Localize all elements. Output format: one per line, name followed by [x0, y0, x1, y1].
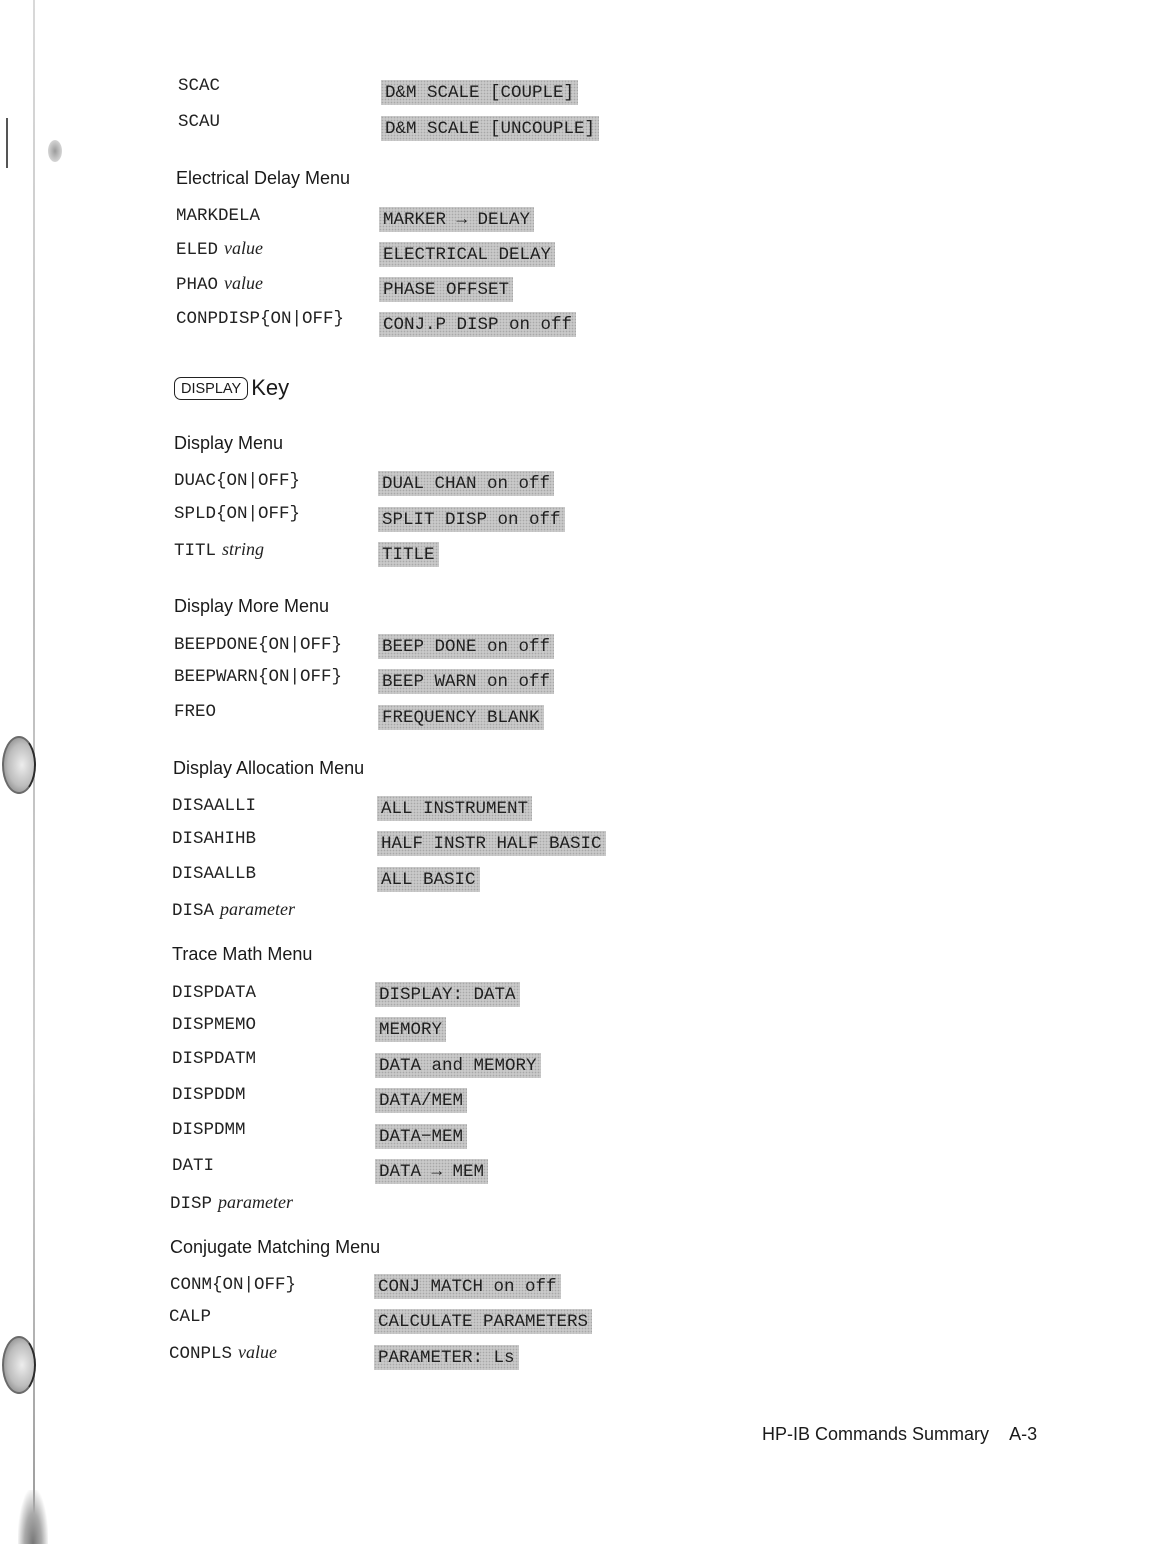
- punch-hole: [2, 1336, 36, 1394]
- punch-hole: [2, 736, 36, 794]
- command-mnemonic: BEEPDONE{ON|OFF}: [174, 635, 343, 655]
- command-mnemonic: DISA parameter: [172, 899, 296, 921]
- softkey-label: PHASE OFFSET: [379, 277, 513, 302]
- softkey-label: SPLIT DISP on off: [378, 507, 565, 532]
- softkey-label: MARKER → DELAY: [379, 207, 534, 232]
- command-mnemonic: MARKDELA: [176, 206, 261, 226]
- command-mnemonic: SCAC: [178, 76, 221, 96]
- command-mnemonic: SCAU: [178, 112, 221, 132]
- softkey-label: DATA/MEM: [375, 1088, 467, 1113]
- softkey-label: MEMORY: [375, 1017, 446, 1042]
- softkey-label: CONJ.P DISP on off: [379, 312, 576, 337]
- binding-mark: [6, 118, 8, 168]
- softkey-label: DISPLAY: DATA: [375, 982, 520, 1007]
- softkey-label: PARAMETER: Ls: [374, 1345, 519, 1370]
- command-argument: parameter: [220, 899, 296, 919]
- command-mnemonic: DUAC{ON|OFF}: [174, 471, 301, 491]
- command-mnemonic: PHAO value: [176, 273, 263, 295]
- scan-smudge: [48, 140, 62, 162]
- section-heading: Conjugate Matching Menu: [170, 1237, 381, 1257]
- command-mnemonic: DISAHIHB: [172, 829, 257, 849]
- command-mnemonic: DISP parameter: [170, 1192, 294, 1214]
- softkey-label: DATA → MEM: [375, 1159, 488, 1184]
- key-word: Key: [251, 375, 290, 400]
- display-hardkey: DISPLAY: [174, 377, 248, 400]
- softkey-label: HALF INSTR HALF BASIC: [377, 831, 606, 856]
- section-heading: Display More Menu: [174, 596, 330, 616]
- softkey-label: ALL INSTRUMENT: [377, 796, 532, 821]
- softkey-label: FREQUENCY BLANK: [378, 705, 544, 730]
- command-mnemonic: DISPDMM: [172, 1120, 246, 1140]
- section-heading: Electrical Delay Menu: [176, 168, 351, 188]
- command-mnemonic: TITL string: [174, 539, 265, 561]
- section-heading: Display Allocation Menu: [173, 758, 365, 778]
- softkey-label: DATA and MEMORY: [375, 1053, 541, 1078]
- command-argument: value: [238, 1342, 277, 1362]
- command-mnemonic: DISPDATA: [172, 983, 257, 1003]
- softkey-label: CONJ MATCH on off: [374, 1274, 561, 1299]
- command-mnemonic: DISPDDM: [172, 1085, 246, 1105]
- command-mnemonic: DISPDATM: [172, 1049, 257, 1069]
- softkey-label: BEEP WARN on off: [378, 669, 554, 694]
- command-argument: string: [222, 539, 265, 559]
- section-heading: Display Menu: [174, 433, 284, 453]
- command-mnemonic: ELED value: [176, 238, 263, 260]
- command-mnemonic: SPLD{ON|OFF}: [174, 504, 301, 524]
- softkey-label: ELECTRICAL DELAY: [379, 242, 555, 267]
- command-mnemonic: DISAALLI: [172, 796, 257, 816]
- page-number: A-3: [1009, 1424, 1038, 1444]
- footer-title: HP-IB Commands Summary: [762, 1424, 990, 1444]
- softkey-label: ALL BASIC: [377, 867, 480, 892]
- command-mnemonic: CONPDISP{ON|OFF}: [176, 309, 345, 329]
- command-mnemonic: FREO: [174, 702, 217, 722]
- command-argument: parameter: [218, 1192, 294, 1212]
- softkey-label: DATA−MEM: [375, 1124, 467, 1149]
- softkey-label: TITLE: [378, 542, 439, 567]
- command-mnemonic: CONM{ON|OFF}: [170, 1275, 297, 1295]
- command-mnemonic: BEEPWARN{ON|OFF}: [174, 667, 343, 687]
- display-key-heading: [174, 375, 289, 401]
- softkey-label: D&M SCALE [COUPLE]: [381, 80, 578, 105]
- page-footer: [762, 1424, 1037, 1445]
- command-mnemonic: DATI: [172, 1156, 215, 1176]
- softkey-label: BEEP DONE on off: [378, 634, 554, 659]
- softkey-label: D&M SCALE [UNCOUPLE]: [381, 116, 599, 141]
- command-mnemonic: CONPLS value: [169, 1342, 277, 1364]
- command-argument: value: [224, 238, 263, 258]
- command-argument: value: [224, 273, 263, 293]
- section-heading: Trace Math Menu: [172, 944, 313, 964]
- softkey-label: CALCULATE PARAMETERS: [374, 1309, 592, 1334]
- softkey-label: DUAL CHAN on off: [378, 471, 554, 496]
- binding-corner-mark: [18, 1490, 48, 1544]
- command-mnemonic: CALP: [169, 1307, 212, 1327]
- command-mnemonic: DISAALLB: [172, 864, 257, 884]
- command-mnemonic: DISPMEMO: [172, 1015, 257, 1035]
